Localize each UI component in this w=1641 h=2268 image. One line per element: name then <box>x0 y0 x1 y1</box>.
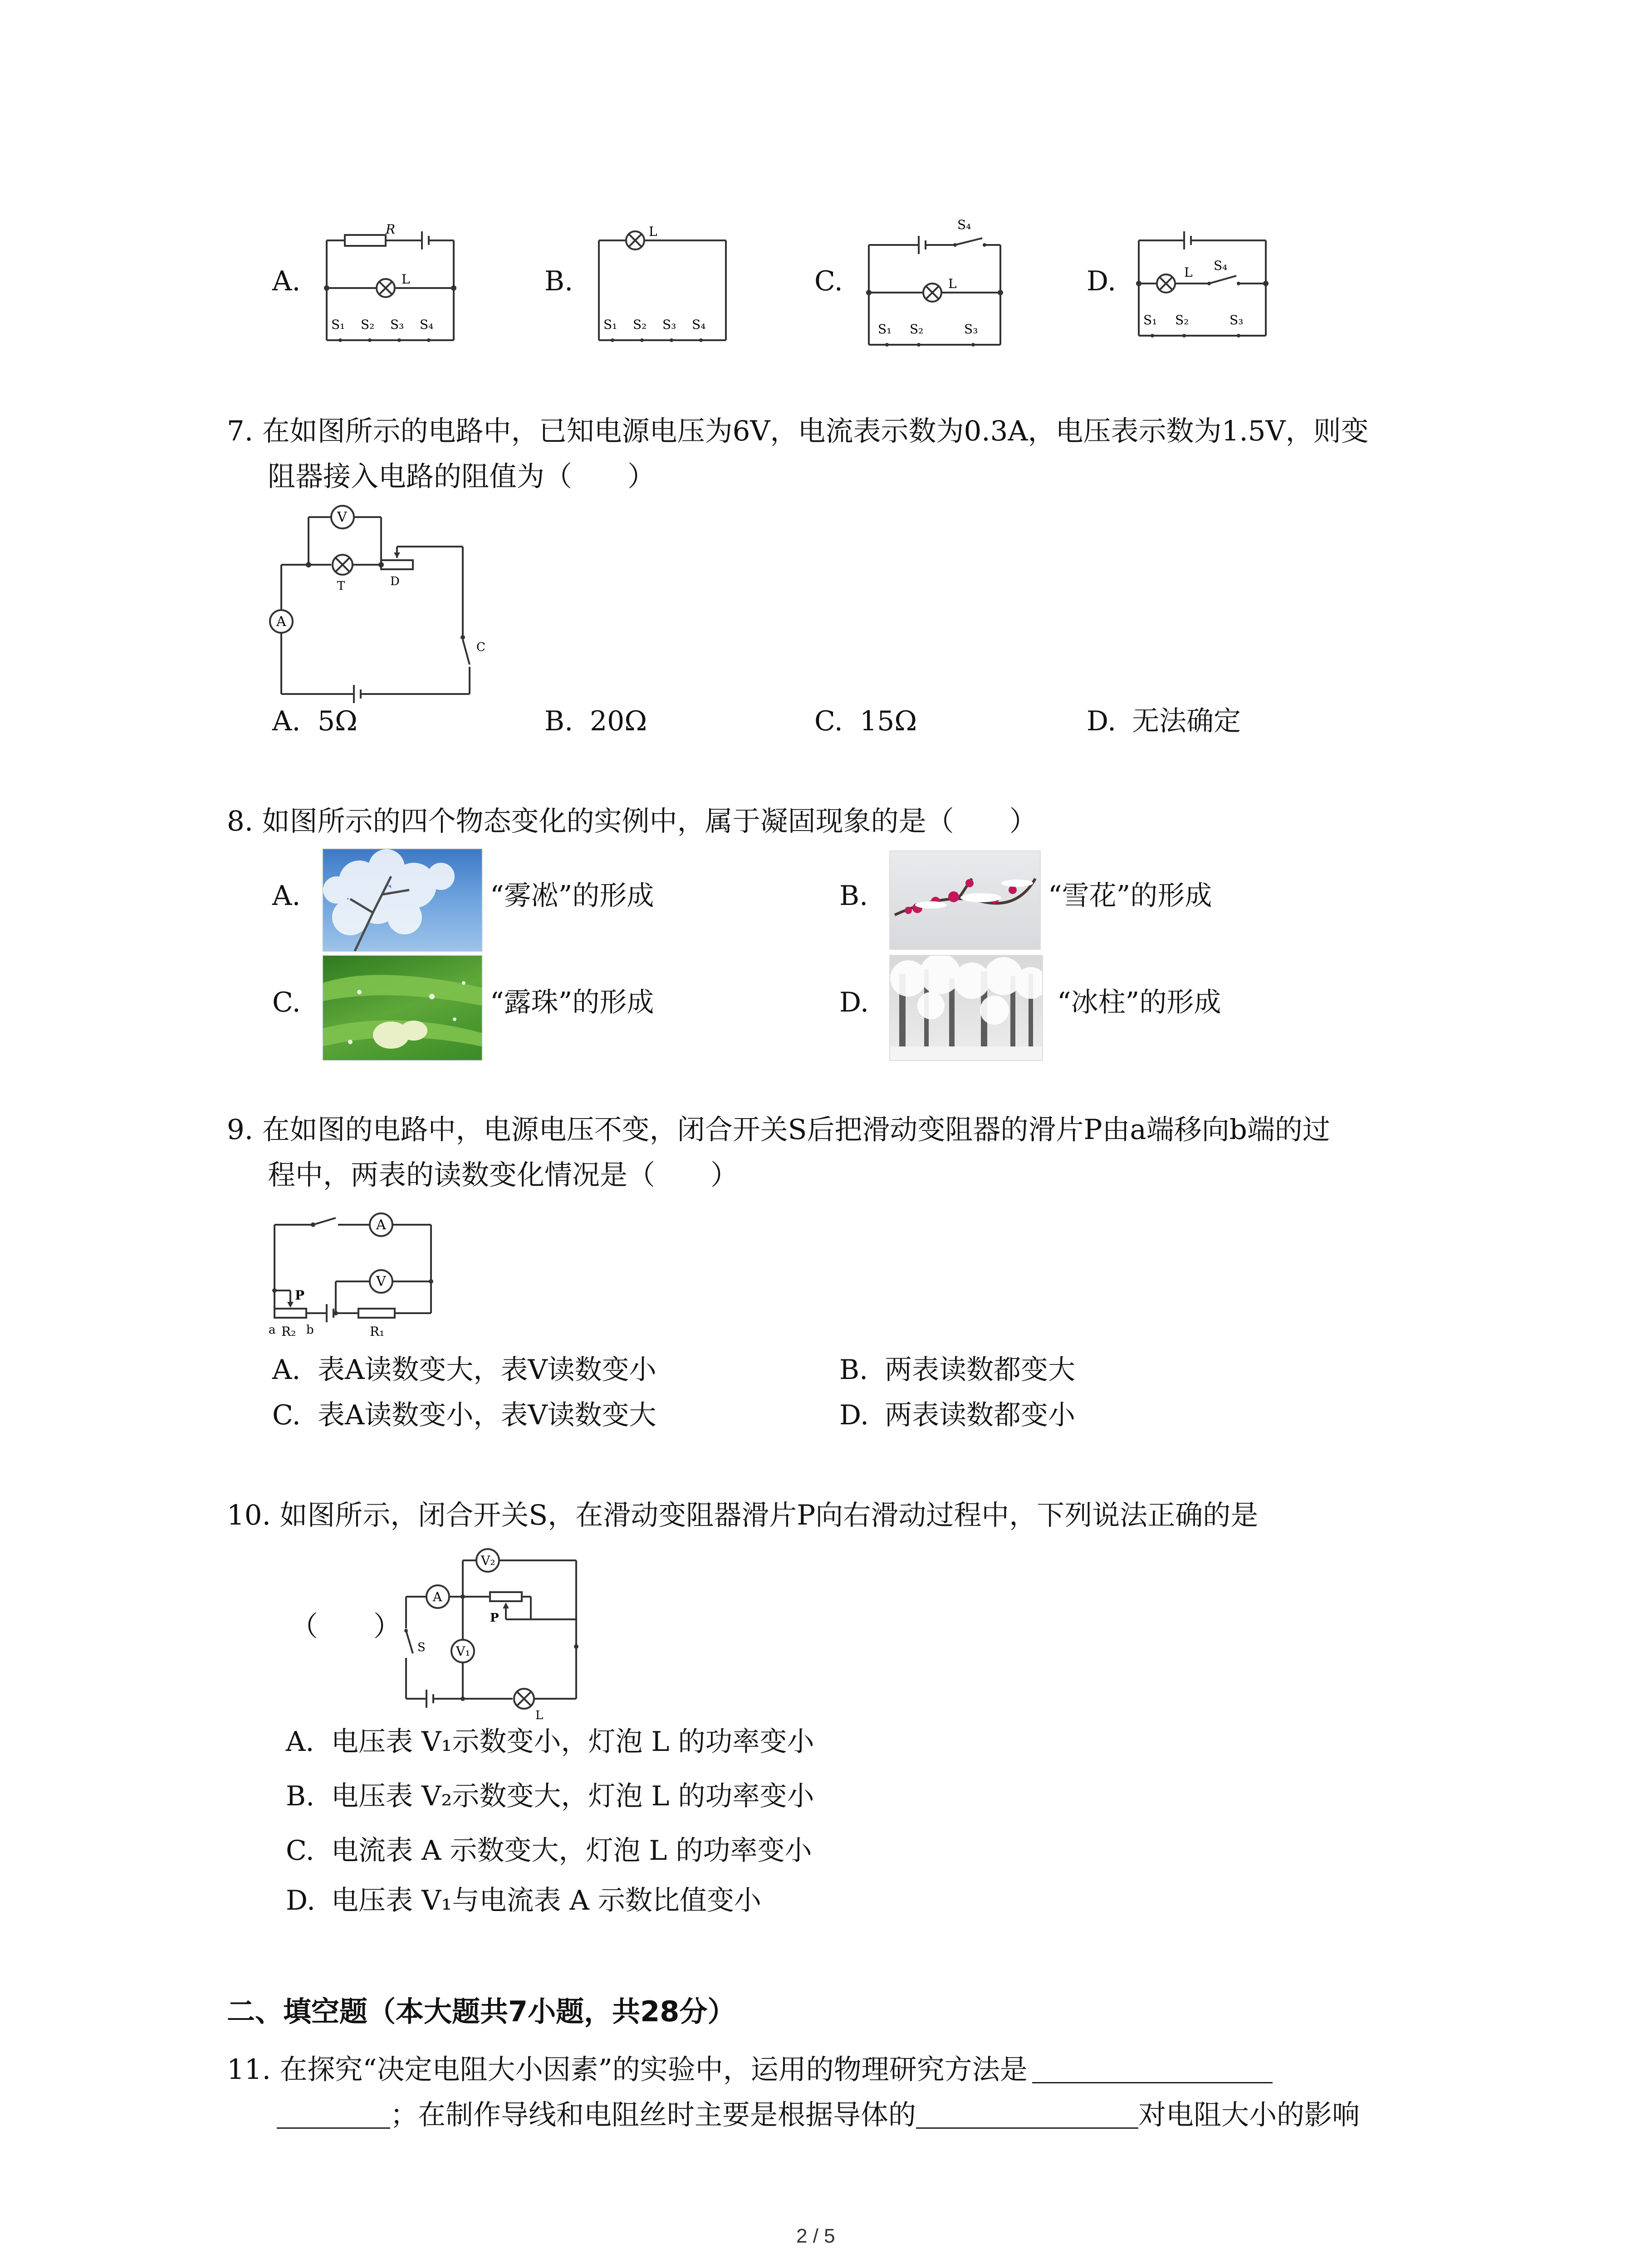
q8-option-d-text: “冰柱”的形成 <box>1057 987 1221 1018</box>
lamp-label: L <box>535 1709 544 1722</box>
q7-option-a: A. 5Ω <box>272 705 358 737</box>
switch-label: C <box>476 640 485 654</box>
q10-circuit <box>399 1542 590 1724</box>
q9-option-d: D. 两表读数都变小 <box>839 1399 1075 1431</box>
q7-option-b: B. 20Ω <box>544 705 647 737</box>
end-b-label: b <box>306 1323 314 1337</box>
label-s2: S₂ <box>910 322 924 337</box>
rheostat-label: D <box>390 575 400 588</box>
q9-option-c: C. 表A读数变小，表V读数变大 <box>272 1399 656 1431</box>
label-s3: S₃ <box>964 322 978 337</box>
label-s3: S₃ <box>662 317 676 332</box>
q8-option-a-text: “雾凇”的形成 <box>490 880 654 912</box>
q7-option-d: D. 无法确定 <box>1087 705 1241 737</box>
page-number: 2 / 5 <box>796 2225 835 2247</box>
frost-tree-photo <box>322 848 483 952</box>
lamp-label: T <box>337 579 345 593</box>
q7-stem-line2: 阻器接入电路的阻值为（ ） <box>268 460 656 493</box>
q7-stem-line1: 7. 在如图所示的电路中，已知电源电压为6V，电流表示数为0.3A，电压表示数为1.5V，则变 <box>227 415 1369 447</box>
q9-option-b: B. 两表读数都变大 <box>839 1354 1075 1386</box>
label-l: L <box>649 224 657 239</box>
label-s1: S₁ <box>603 317 617 332</box>
q6-circuit-d <box>1130 218 1275 349</box>
label-s2: S₂ <box>1175 313 1189 327</box>
q10-option-a: A. 电压表 V₁示数变小，灯泡 L 的功率变小 <box>286 1726 814 1758</box>
q9-circuit <box>268 1198 449 1347</box>
q8-stem: 8. 如图所示的四个物态变化的实例中，属于凝固现象的是（ ） <box>227 805 1037 837</box>
section-2-title: 二、填空题（本大题共7小题，共28分） <box>227 1995 736 2028</box>
q11-line2: ；在制作导线和电阻丝时主要是根据导体的 对电阻大小的影响 <box>277 2100 1360 2129</box>
q8-option-c-text: “露珠”的形成 <box>490 987 654 1018</box>
v1-label: V₁ <box>456 1644 470 1659</box>
q6-option-b-letter: B. <box>544 265 573 297</box>
label-l: L <box>1184 265 1193 280</box>
label-s4: S₄ <box>420 317 434 332</box>
v2-label: V₂ <box>481 1553 495 1568</box>
q9-stem-line2: 程中，两表的读数变化情况是（ ） <box>268 1159 739 1191</box>
label-s2: S₂ <box>633 317 647 332</box>
snow-plum-photo <box>889 850 1041 950</box>
label-s2: S₂ <box>361 317 375 332</box>
q8-option-b-text: “雪花”的形成 <box>1048 880 1212 912</box>
q8-option-b-letter: B. <box>839 880 868 912</box>
slider-label: P <box>490 1611 499 1625</box>
label-s1: S₁ <box>331 317 345 332</box>
q9-option-a: A. 表A读数变大，表V读数变小 <box>272 1354 656 1386</box>
q10-option-d: D. 电压表 V₁与电流表 A 示数比值变小 <box>286 1885 761 1916</box>
r2-label: R₂ <box>281 1324 296 1339</box>
label-s4: S₄ <box>692 317 706 332</box>
q6-option-c-letter: C. <box>814 265 843 297</box>
q10-bracket: （ ） <box>290 1610 402 1642</box>
q7-circuit <box>263 499 499 703</box>
q6-circuit-b <box>590 218 735 349</box>
q11-blank-1[interactable] <box>1032 2055 1273 2083</box>
end-a-label: a <box>269 1323 276 1337</box>
label-s1: S₁ <box>878 322 892 337</box>
dew-grass-photo <box>322 955 483 1061</box>
ammeter-label: A <box>433 1589 442 1604</box>
q10-option-c: C. 电流表 A 示数变大，灯泡 L 的功率变小 <box>286 1835 812 1867</box>
q8-option-c-letter: C. <box>272 987 301 1018</box>
switch-label: S <box>417 1641 426 1654</box>
r1-label: R₁ <box>370 1324 385 1339</box>
label-l: L <box>402 272 410 287</box>
q8-option-d-letter: D. <box>839 987 869 1018</box>
label-r: R <box>386 222 396 237</box>
icicle-photo <box>889 955 1043 1061</box>
ammeter-label: A <box>276 614 286 630</box>
q8-option-a-letter: A. <box>272 880 301 912</box>
label-s1: S₁ <box>1143 313 1157 327</box>
label-s3: S₃ <box>1230 313 1244 327</box>
label-s4: S₄ <box>1214 258 1228 273</box>
q11-blank-3[interactable] <box>916 2100 1138 2129</box>
q6-circuit-c <box>860 213 1009 354</box>
q6-circuit-a <box>318 218 463 349</box>
slider-label: P <box>295 1288 305 1303</box>
q10-option-b: B. 电压表 V₂示数变大，灯泡 L 的功率变小 <box>286 1780 814 1812</box>
q10-stem: 10. 如图所示，闭合开关S，在滑动变阻器滑片P向右滑动过程中，下列说法正确的是 <box>227 1499 1259 1531</box>
label-l: L <box>948 276 957 291</box>
q11-line1: 11. 在探究“决定电阻大小因素”的实验中，运用的物理研究方法是 <box>227 2055 1273 2083</box>
q11-blank-2[interactable] <box>277 2100 390 2129</box>
q9-stem-line1: 9. 在如图的电路中，电源电压不变，闭合开关S后把滑动变阻器的滑片P由a端移向b端的过 <box>227 1114 1330 1146</box>
voltmeter-label: V <box>337 509 347 525</box>
q6-option-d-letter: D. <box>1087 265 1117 297</box>
label-s3: S₃ <box>390 317 404 332</box>
ammeter-label: A <box>376 1217 386 1233</box>
q6-option-a-letter: A. <box>272 265 301 297</box>
label-s4: S₄ <box>957 217 971 232</box>
voltmeter-label: V <box>376 1274 386 1290</box>
q7-option-c: C. 15Ω <box>814 705 917 737</box>
